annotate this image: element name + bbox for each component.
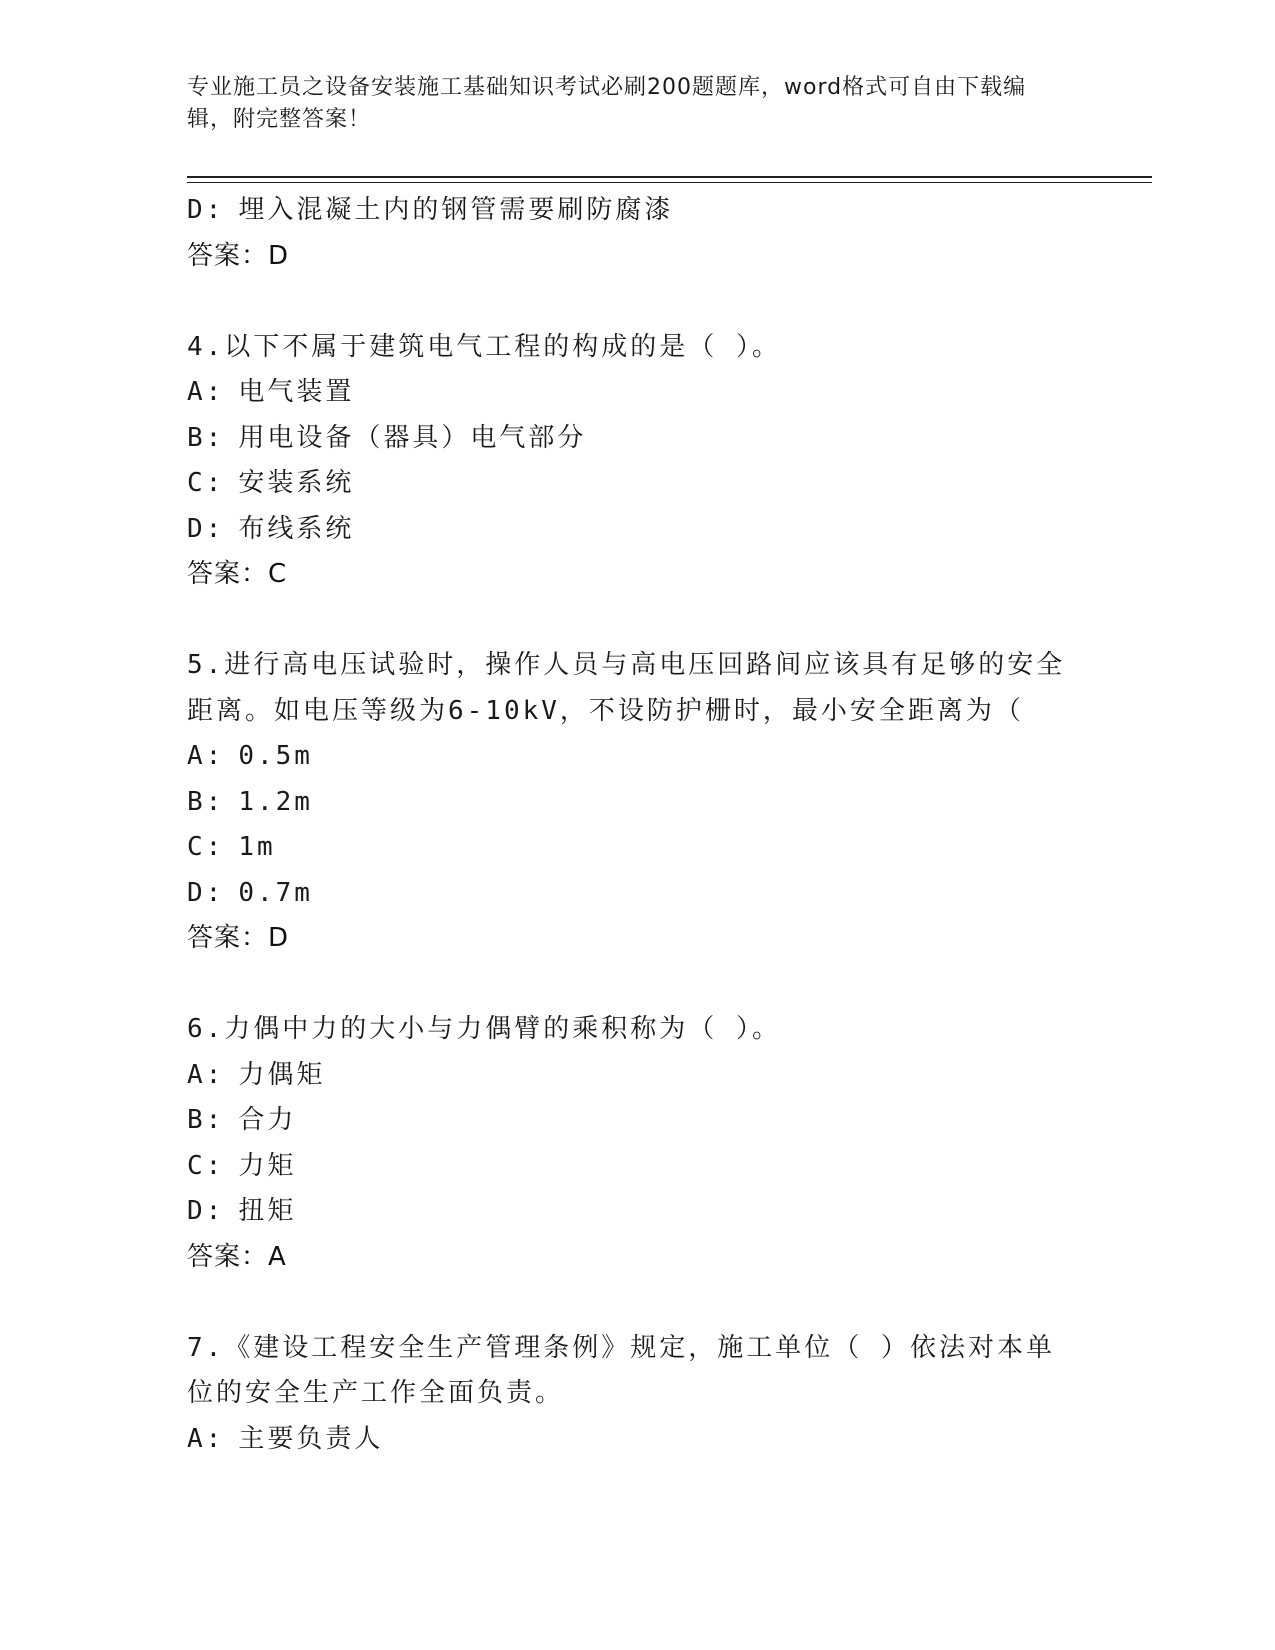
option-label: B: [187, 422, 225, 453]
option-text: 1m [238, 832, 276, 862]
option-label: D: [187, 513, 225, 544]
question-text: 4.以下不属于建筑电气工程的构成的是（ ）。 [187, 331, 781, 362]
question-block [187, 643, 1087, 962]
option-text: 布线系统 [238, 513, 355, 544]
option-text: 主要负责人 [238, 1423, 384, 1454]
answer-line: 答案：D [187, 923, 290, 953]
question-block [187, 1007, 1087, 1280]
option-label: B: [187, 1105, 225, 1135]
option-text: 力偶矩 [238, 1059, 326, 1090]
option-label: A: [187, 377, 225, 407]
option-label: C: [187, 832, 225, 862]
option-label: A: [187, 1423, 225, 1454]
option-line [187, 780, 1087, 826]
header-divider-thin [187, 182, 1152, 183]
option-label: D: [187, 195, 225, 225]
option-label: C: [187, 468, 225, 498]
question-text: 6.力偶中力的大小与力偶臂的乘积称为（ ）。 [187, 1014, 781, 1044]
header-divider-thick [187, 176, 1152, 178]
option-text: 安装系统 [238, 468, 355, 498]
option-text: 电气装置 [238, 377, 355, 407]
option-line [187, 734, 1087, 780]
question-block [187, 325, 1087, 598]
prev-question-tail [187, 188, 1087, 279]
option-label: D: [187, 1196, 225, 1226]
option-line [187, 1098, 1087, 1144]
option-line [187, 1417, 1087, 1463]
option-label: A: [187, 741, 225, 771]
option-line [187, 188, 1087, 234]
option-text: 1.2m [238, 786, 313, 817]
option-line [187, 871, 1087, 917]
option-text: 用电设备（器具）电气部分 [238, 422, 587, 453]
option-line [187, 1189, 1087, 1235]
option-line [187, 370, 1087, 416]
option-label: B: [187, 786, 225, 817]
option-text: 0.5m [238, 741, 313, 771]
option-line [187, 1053, 1087, 1099]
question-text: 7.《建设工程安全生产管理条例》规定，施工单位（ ）依法对本单位的安全生产工作全面负责。 [187, 1332, 1055, 1408]
question-content [187, 188, 1087, 1462]
document-header: 专业施工员之设备安装施工基础知识考试必刷200题题库，word格式可自由下载编辑，附完整答案！ [187, 75, 1027, 132]
option-line [187, 507, 1087, 553]
question-text: 5.进行高电压试验时，操作人员与高电压回路间应该具有足够的安全距离。如电压等级为6-10kV，不设防护栅时，最小安全距离为（ [187, 650, 1066, 726]
answer-line: 答案：A [187, 1241, 287, 1272]
option-text: 扭矩 [238, 1196, 297, 1226]
option-text: 埋入混凝土内的钢管需要刷防腐漆 [238, 195, 674, 225]
option-line [187, 416, 1087, 462]
option-label: D: [187, 877, 225, 908]
answer-line: 答案：C [187, 559, 288, 589]
option-text: 0.7m [238, 877, 313, 908]
option-text: 力矩 [238, 1150, 297, 1181]
option-text: 合力 [238, 1105, 297, 1135]
answer-line: 答案：D [187, 240, 290, 271]
option-label: C: [187, 1150, 225, 1181]
option-line [187, 1144, 1087, 1190]
question-block [187, 1326, 1087, 1463]
option-line [187, 825, 1087, 871]
option-line [187, 461, 1087, 507]
option-label: A: [187, 1059, 225, 1090]
